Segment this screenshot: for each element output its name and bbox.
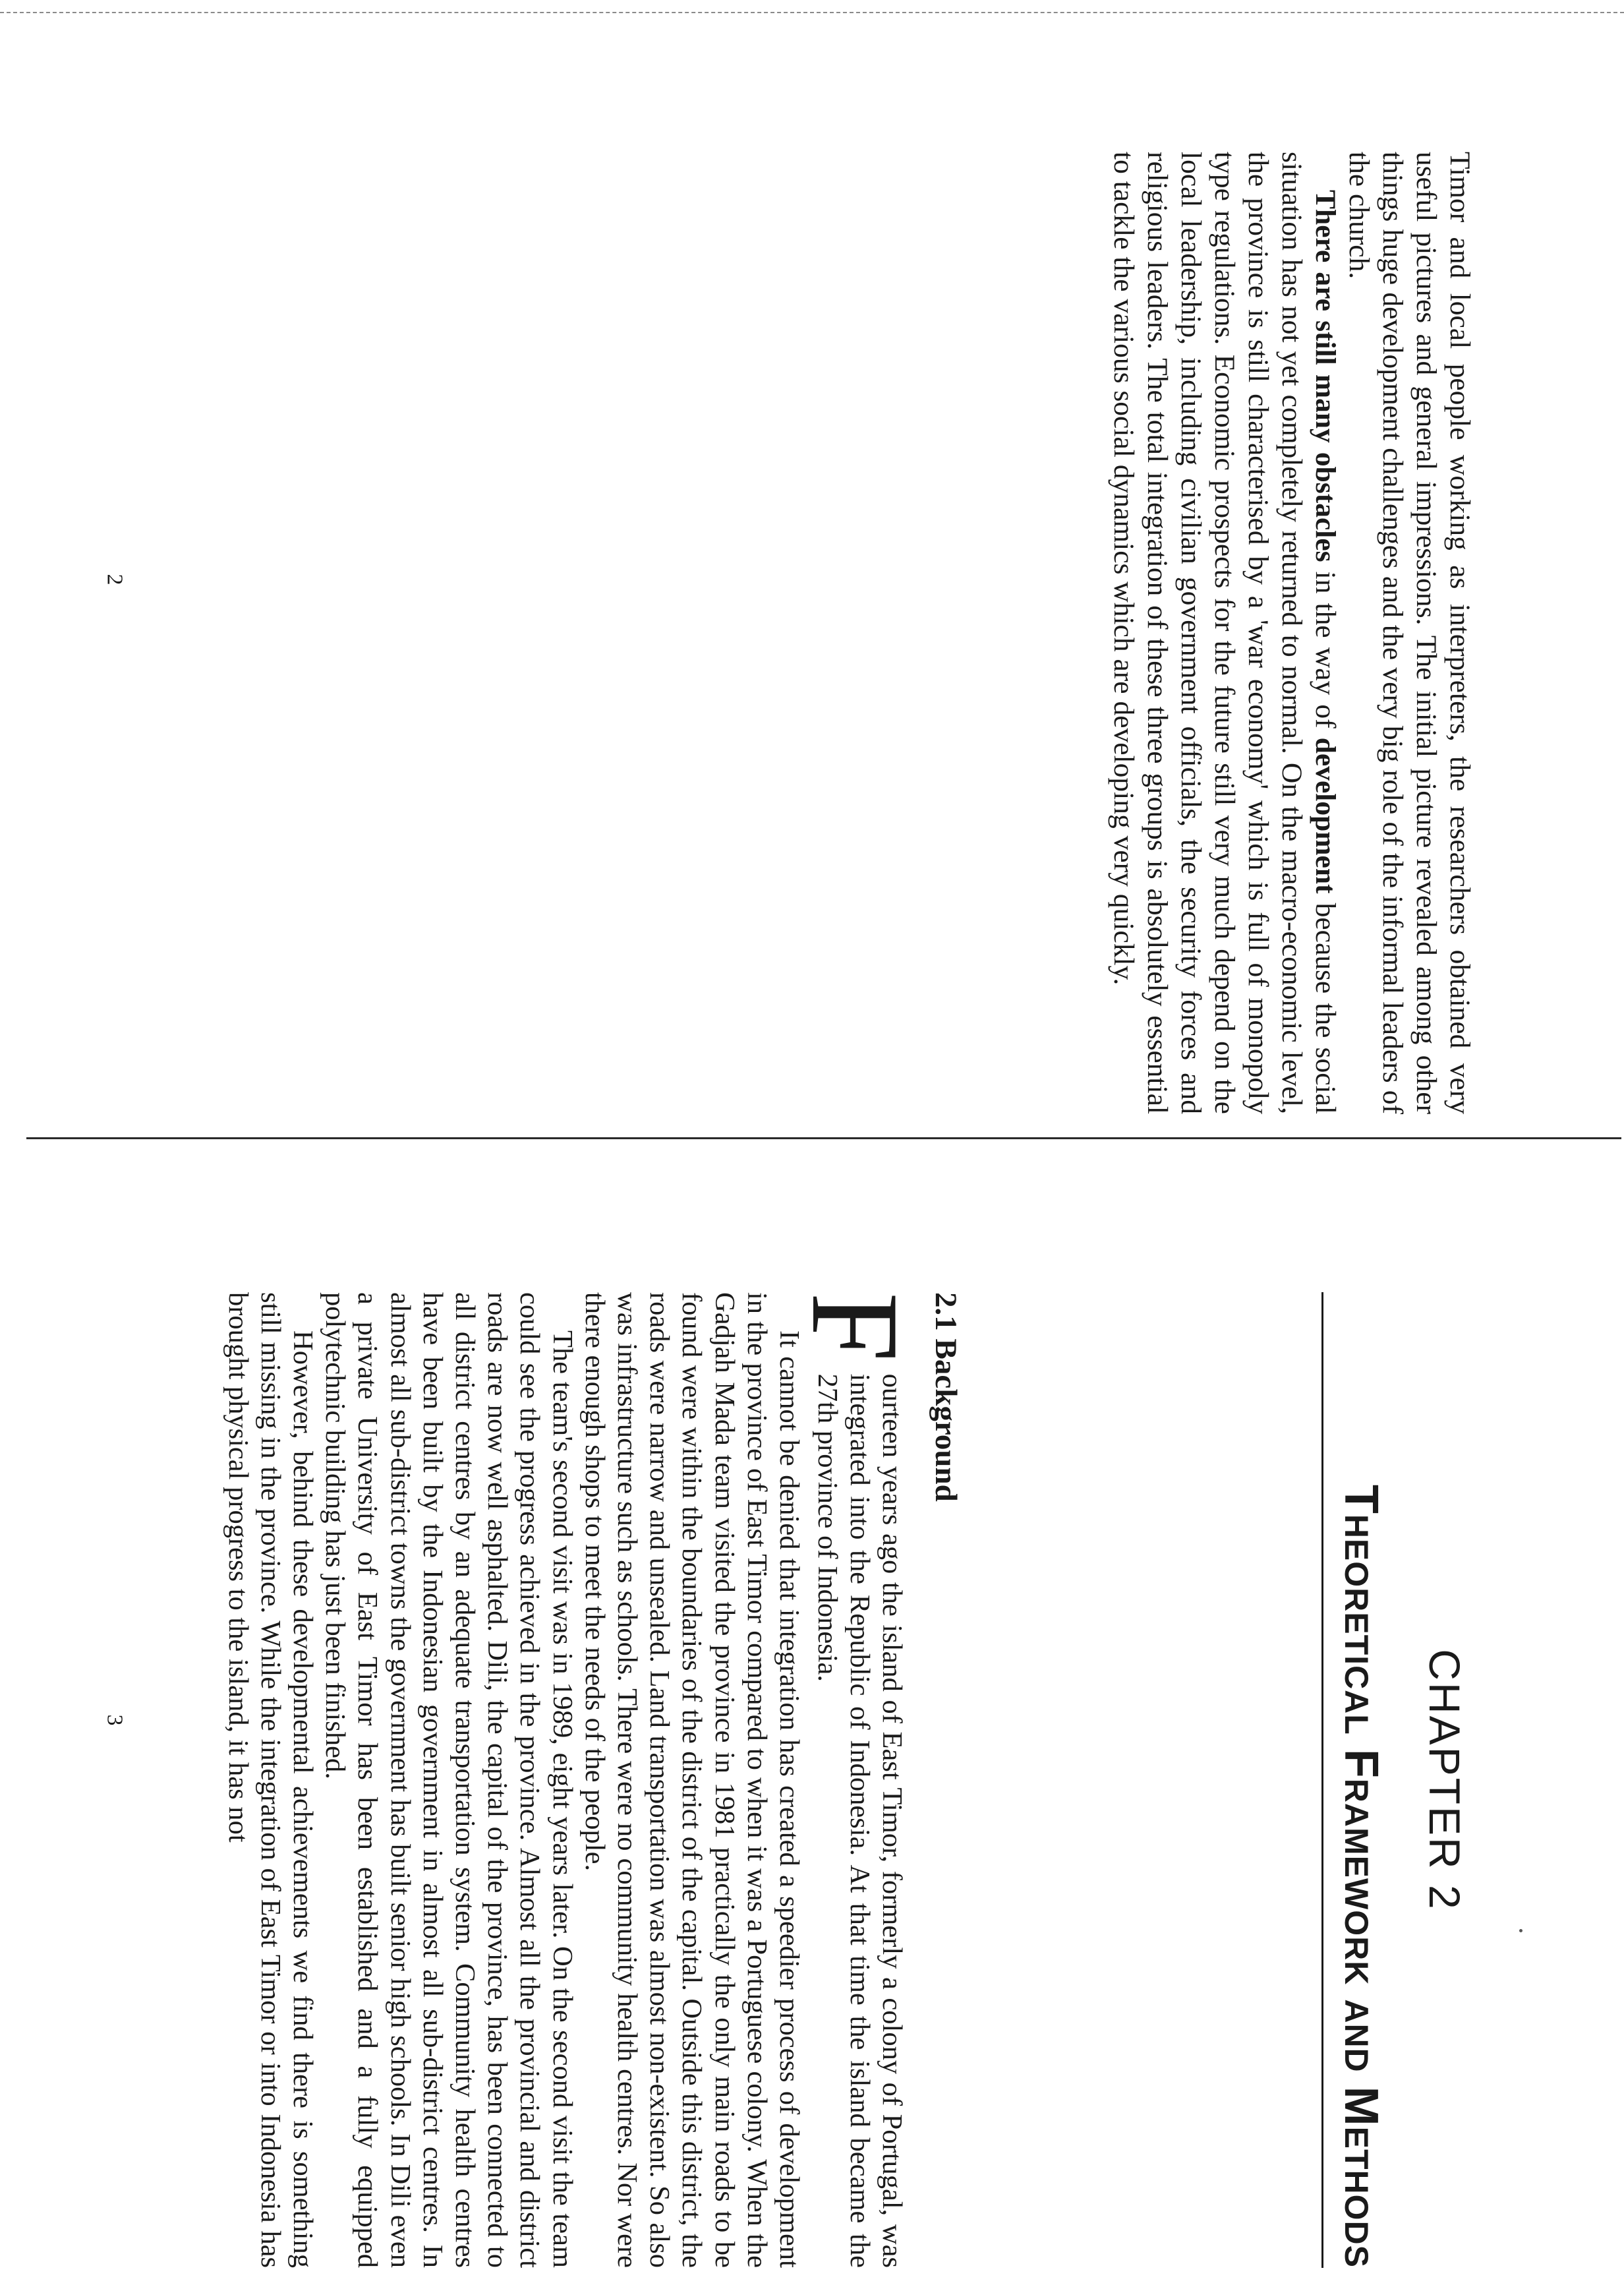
paragraph-2 — [1107, 152, 1342, 1114]
first-paragraph — [786, 1292, 924, 2268]
paragraph-1: Timor and local people working as interpreters, the researchers obtained very useful pictures and general impressions. The initial picture revealed among other things huge development challenges and the very big role of the informal leaders of the church. — [1343, 152, 1476, 1114]
page-2-body — [1107, 152, 1476, 1114]
page-number: 2 — [102, 574, 127, 585]
chapter-heading — [1321, 1292, 1470, 2268]
first-paragraph-text: ourteen years ago the island of East Timor, formerly a colony of Portugal, was integrated into the Republic of Indonesia. At that time the island became the 27th province of Indonesia. — [811, 1373, 908, 2268]
page-divider-line — [26, 1137, 1621, 1139]
paragraph-however: However, behind these developmental achievements we find there is something still missing in the province. While the integration of East Timor or into Indonesia has brought physical progress to the island, it has not — [222, 1292, 318, 2268]
section-heading: 2.1 Background — [929, 1292, 963, 1502]
paragraph-integration: It cannot be denied that integration has created a speedier process of development in the province of East Timor compared to when it was a Portuguese colony. When the Gadjah Mada team visited the province in 1981 practically the only main roads to be found were within the boundaries of the district of the capital. Outside this district, the roads were narrow and unsealed. Land transportation was almost non-existent. So also was infrastructure such as schools. There were no community health centres. Nor were there enough shops to meet the needs of the people. — [579, 1292, 805, 2268]
section-body — [221, 1292, 964, 2268]
text-rest: because the social situation has not yet completely returned to normal. On the macro-economic level, the province is still characterised by a 'war economy' which is full of monopoly type regulations. Economic prospects for the future still very much depend on the local leadership, including civilian government officials, the security forces and religious leaders. The total integration of these three groups is absolutely essential to tackle the various social dynamics which are developing very quickly. — [1108, 152, 1341, 1115]
page-number: 3 — [102, 1714, 127, 1726]
bold-phrase-development: development — [1310, 737, 1341, 894]
page-2 — [0, 0, 1624, 1144]
paragraph-second-visit: The team's second visit was in 1989, eight years later. On the second visit the team could see the progress achieved in the province. Almost all the provincial and district roads are now well asphalted. Dili, the capital of the province, has been connected to all district centres by an adequate transportation system. Community health centres have been built by the Indonesian government in almost all sub-district centres. In almost all sub-district towns the government has built senior high schools. In Dili even a private University of East Timor has been established and a fully equipped polytechnic building has just been finished. — [320, 1292, 578, 2268]
drop-cap: F — [786, 1292, 924, 1362]
scan-speck — [1519, 1929, 1522, 1932]
chapter-title: Theoretical Framework and Methods — [1321, 1292, 1388, 2268]
chapter-label: CHAPTER 2 — [1420, 1649, 1469, 1911]
bold-phrase-obstacles: There are still many obstacles — [1310, 190, 1341, 562]
scan-edge-line — [0, 12, 1624, 13]
text-in-the-way: in the way of — [1310, 562, 1341, 738]
